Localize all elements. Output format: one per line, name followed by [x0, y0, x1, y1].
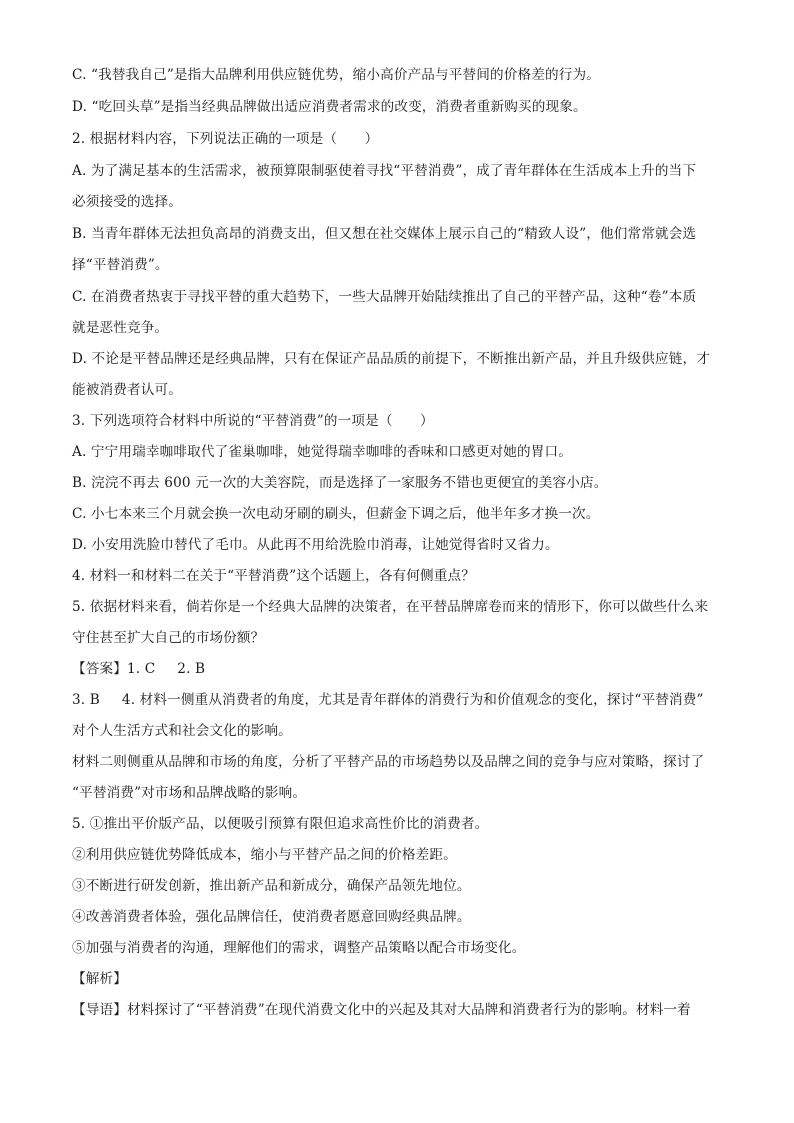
answer-5-point1: 5. ①推出平价版产品，以便吸引预算有限但追求高性价比的消费者。 — [72, 816, 489, 832]
answer-line — [72, 659, 732, 679]
q1-option-d: D. “吃回头草”是指当经典品牌做出适应消费者需求的改变，消费者重新购买的现象。 — [72, 99, 587, 115]
q2-option-a-line1: A. 为了满足基本的生活需求，被预算限制驱使着寻找“平替消费”，成了青年群体在生活成本上升的当下 — [72, 163, 697, 179]
q2-option-d-line1: D. 不论是平替品牌还是经典品牌，只有在保证产品品质的前提下，不断推出新产品，并且升级供应链，才 — [72, 351, 710, 367]
q3-stem: 3. 下列选项符合材料中所说的“平替消费”的一项是（ ） — [72, 413, 434, 429]
answer-4-line1: 4. 材料一侧重从消费者的角度，尤其是青年群体的消费行为和价值观念的变化，探讨“平替消费” — [121, 692, 704, 708]
q5-stem-line1: 5. 依据材料来看，倘若你是一个经典大品牌的决策者，在平替品牌席卷而来的情形下，你可以做些什么来 — [72, 599, 709, 615]
q3-option-a: A. 宁宁用瑞幸咖啡取代了雀巢咖啡，她觉得瑞幸咖啡的香味和口感更对她的胃口。 — [72, 444, 572, 460]
q3-option-d: D. 小安用洗脸巾替代了毛巾。从此再不用给洗脸巾消毒，让她觉得省时又省力。 — [72, 537, 559, 553]
analysis-label: 【解析】 — [72, 971, 127, 987]
q2-option-b-line1: B. 当青年群体无法担负高昂的消费支出，但又想在社交媒体上展示自己的“精致人设”，他们常常就会选 — [72, 226, 697, 242]
q1-option-c: C. “我替我自己”是指大品牌利用供应链优势，缩小高价产品与平替间的价格差的行为。 — [72, 67, 600, 83]
q2-option-b-line2: 择“平替消费”。 — [72, 257, 169, 273]
q2-option-c-line1: C. 在消费者热衷于寻找平替的重大趋势下，一些大品牌开始陆续推出了自己的平替产品，这种“卷”本质 — [72, 289, 697, 305]
answer-5-point3: ③不断进行研发创新，推出新产品和新成分，确保产品领先地位。 — [72, 878, 471, 894]
q2-option-d-line2: 能被消费者认可。 — [72, 382, 182, 398]
q3-option-c: C. 小七本来三个月就会换一次电动牙刷的刷头，但薪金下调之后，他半年多才换一次。 — [72, 506, 600, 522]
answer-3-4-line — [72, 690, 732, 710]
answer-label: 【答案】1. C — [72, 661, 156, 677]
answer-4-line2: 对个人生活方式和社会文化的影响。 — [72, 723, 292, 739]
answer-5-point5: ⑤加强与消费者的沟通，理解他们的需求，调整产品策略以配合市场变化。 — [72, 940, 526, 956]
answer-2: 2. B — [177, 661, 206, 677]
q2-stem: 2. 根据材料内容，下列说法正确的一项是（ ） — [72, 131, 379, 147]
analysis-intro: 【导语】材料探讨了“平替消费”在现代消费文化中的兴起及其对大品牌和消费者行为的影响。材料一着 — [72, 1002, 691, 1018]
q3-option-b: B. 浣浣不再去 600 元一次的大美容院，而是选择了一家服务不错也更便宜的美容小店。 — [72, 475, 608, 491]
q4-stem: 4. 材料一和材料二在关于“平替消费”这个话题上，各有何侧重点？ — [72, 568, 476, 584]
q2-option-a-line2: 必须接受的选择。 — [72, 194, 182, 210]
answer-4-line3: 材料二则侧重从品牌和市场的角度，分析了平替产品的市场趋势以及品牌之间的竞争与应对策略，探讨了 — [72, 754, 705, 770]
answer-3: 3. B — [72, 692, 100, 708]
answer-4-line4: “平替消费”对市场和品牌战略的影响。 — [72, 785, 307, 801]
answer-5-point2: ②利用供应链优势降低成本，缩小与平替产品之间的价格差距。 — [72, 847, 457, 863]
q5-stem-line2: 守住甚至扩大自己的市场份额？ — [72, 630, 265, 646]
answer-5-point4: ④改善消费者体验，强化品牌信任，使消费者愿意回购经典品牌。 — [72, 909, 471, 925]
q2-option-c-line2: 就是恶性竞争。 — [72, 320, 169, 336]
